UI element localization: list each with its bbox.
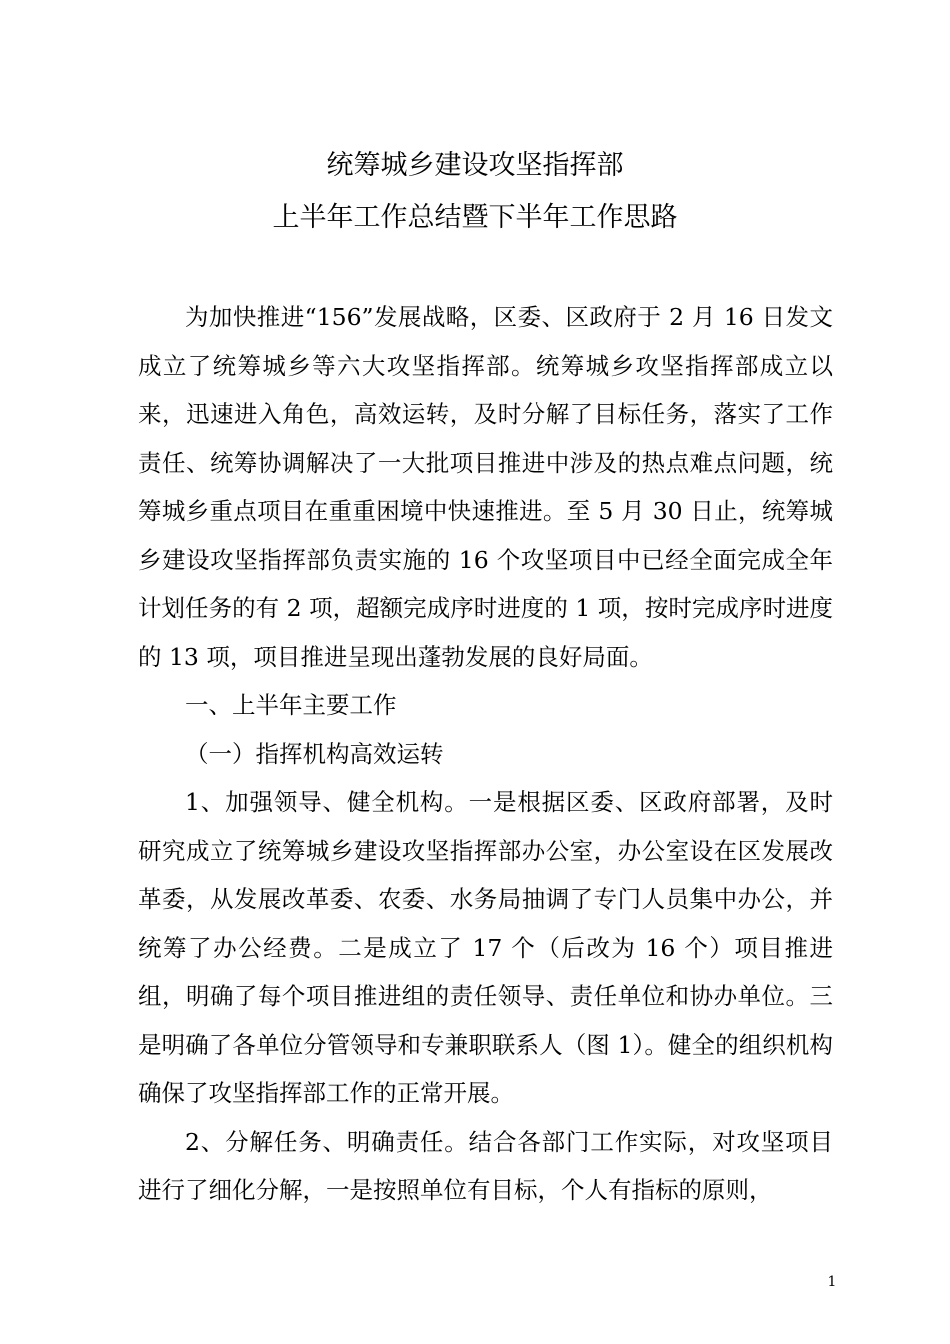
- subsection-heading-1: （一）指挥机构高效运转: [185, 739, 444, 768]
- document-title-line-2: 上半年工作总结暨下半年工作思路: [272, 202, 678, 233]
- body-paragraph-1: 1、加强领导、健全机构。一是根据区委、区政府部署，及时研究成立了统筹城乡建设攻坚指挥部办公室，办公室设在区发展改革委，从发展改革委、农委、水务局抽调了专门人员集中办公，并统筹了办公经费。二是成立了 17 个（后改为 16 个）项目推进组，明确了每个项目推进组的责任领导、责任单位和协办单位。三是明确了各单位分管领导和专兼职联系人（图 1）。健全的组织机构确保了攻坚指挥部工作的正常开展。: [138, 788, 833, 1107]
- intro-paragraph: 为加快推进“156”发展战略，区委、区政府于 2 月 16 日发文成立了统筹城乡等六大攻坚指挥部。统筹城乡攻坚指挥部成立以来，迅速进入角色，高效运转，及时分解了目标任务，落实了工作责任、统筹协调解决了一大批项目推进中涉及的热点难点问题，统筹城乡重点项目在重重困境中快速推进。至 5 月 30 日止，统筹城乡建设攻坚指挥部负责实施的 16 个攻坚项目中已经全面完成全年计划任务的有 2 项，超额完成序时进度的 1 项，按时完成序时进度的 13 项，项目推进呈现出蓬勃发展的良好局面。: [138, 303, 833, 671]
- document-title-line-1: 统筹城乡建设攻坚指挥部: [326, 150, 624, 181]
- document-body: [138, 293, 833, 1215]
- body-paragraph-2: 2、分解任务、明确责任。结合各部门工作实际，对攻坚项目进行了细化分解，一是按照单位有目标，个人有指标的原则，: [138, 1127, 833, 1204]
- section-heading-1: 一、上半年主要工作: [185, 691, 397, 719]
- page-number: 1: [827, 1274, 837, 1290]
